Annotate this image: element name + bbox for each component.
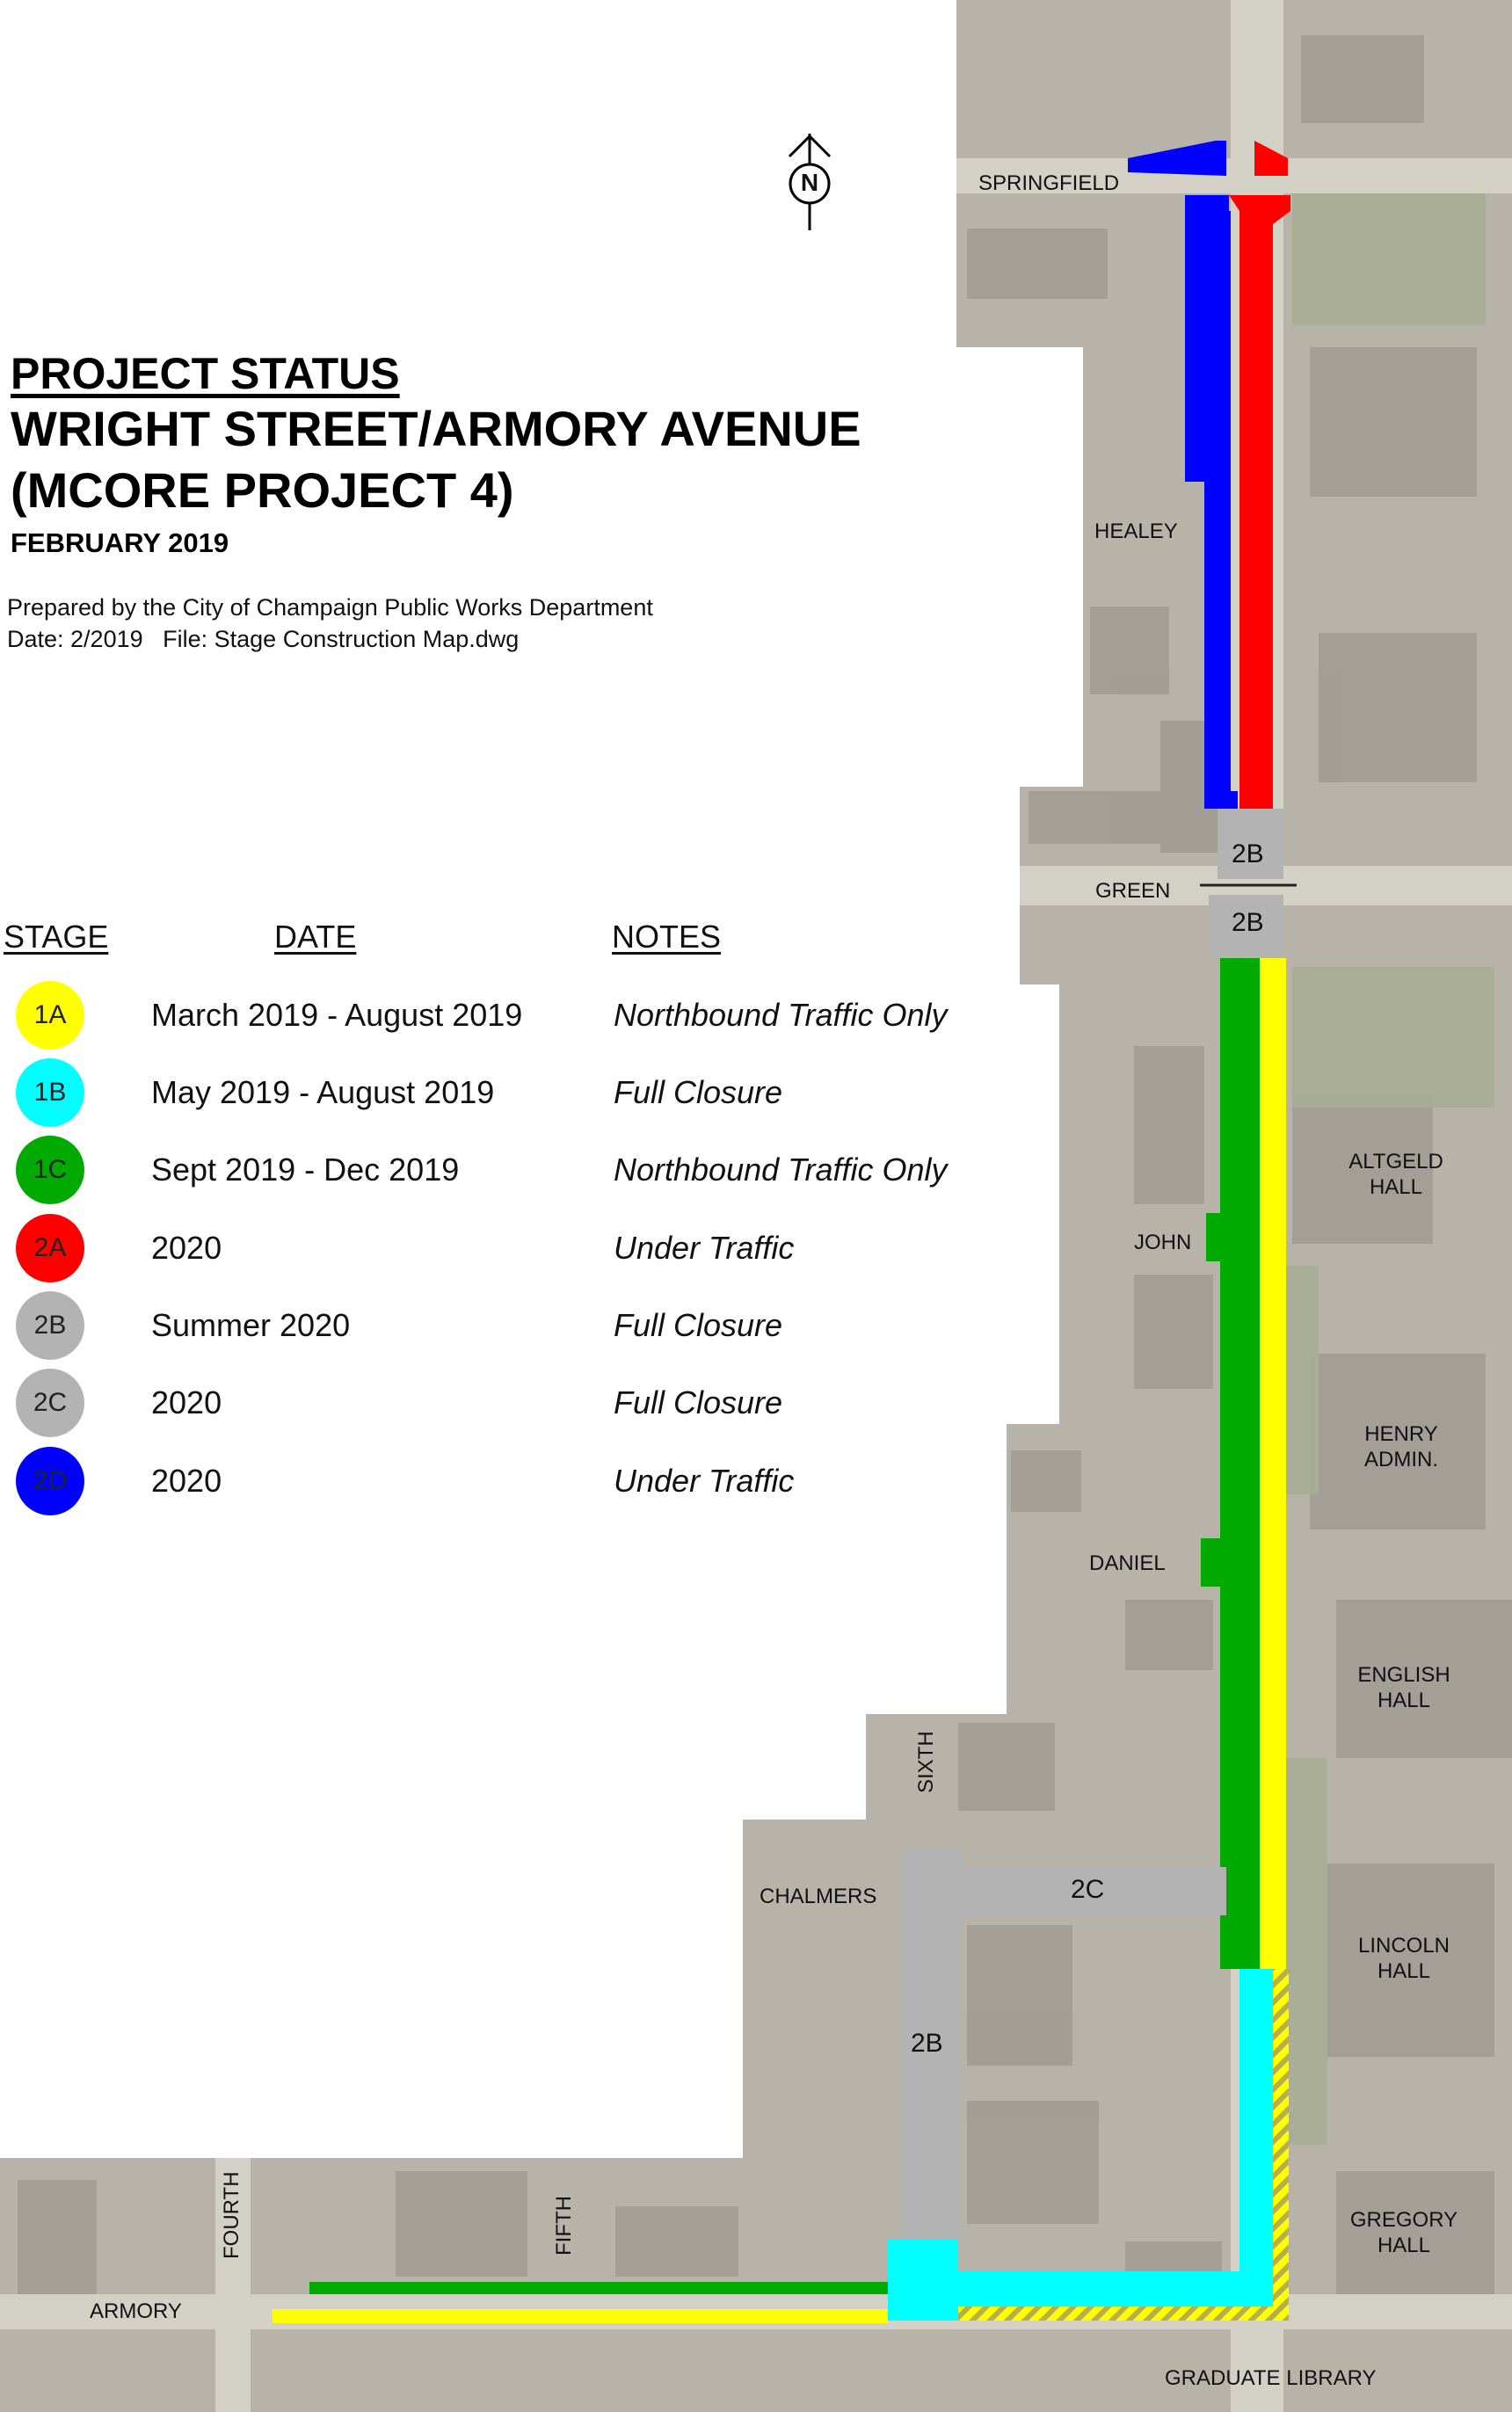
stage-note: Full Closure xyxy=(614,1074,783,1110)
stage-date: 2020 xyxy=(151,1463,222,1499)
legend-header-date: DATE xyxy=(274,919,357,955)
stage-date: 2020 xyxy=(151,1230,222,1266)
legend-row xyxy=(0,1058,1011,1129)
stage-swatch: 2C xyxy=(16,1369,84,1437)
street-label-springfield: SPRINGFIELD xyxy=(978,171,1120,195)
project-title-line1: WRIGHT STREET/ARMORY AVENUE xyxy=(11,401,861,456)
building-label-line: ADMIN. xyxy=(1364,1447,1438,1471)
stage-swatch: 1B xyxy=(16,1058,84,1127)
stage-tag-2b-sixth: 2B xyxy=(911,2029,943,2058)
stage-tag-2c-chalmers: 2C xyxy=(1071,1875,1105,1904)
stage-note: Full Closure xyxy=(614,1384,783,1420)
stage-date: Summer 2020 xyxy=(151,1307,351,1343)
building-label-english xyxy=(1348,1663,1459,1714)
legend-header-stage: STAGE xyxy=(4,919,109,955)
street-label-chalmers: CHALMERS xyxy=(760,1885,877,1908)
building-label-line: LINCOLN xyxy=(1357,1934,1450,1958)
street-label-healey: HEALEY xyxy=(1094,519,1178,543)
stage-date: March 2019 - August 2019 xyxy=(151,997,523,1033)
legend-row xyxy=(0,1369,1011,1439)
file-info-text: Date: 2/2019 File: Stage Construction Map.dwg xyxy=(7,626,520,652)
stage-swatch: 2A xyxy=(16,1214,84,1282)
building-label-line: HALL xyxy=(1369,1174,1423,1199)
north-arrow-label: N xyxy=(800,169,819,196)
stage-tag-2b-green-south: 2B xyxy=(1232,908,1264,937)
project-title-line2: (MCORE PROJECT 4) xyxy=(11,462,514,518)
street-label-fourth: FOURTH xyxy=(220,2171,244,2259)
street-label-sixth: SIXTH xyxy=(914,1731,938,1793)
building-label-altgeld xyxy=(1343,1150,1449,1201)
stage-note: Northbound Traffic Only xyxy=(614,997,948,1033)
stage-note: Under Traffic xyxy=(614,1463,795,1499)
street-label-armory: ARMORY xyxy=(90,2299,182,2323)
stage-note: Northbound Traffic Only xyxy=(614,1152,948,1188)
legend-row xyxy=(0,1447,1011,1517)
building-label-line: ALTGELD xyxy=(1348,1150,1443,1173)
building-label-line: GREGORY xyxy=(1349,2208,1458,2232)
legend-row xyxy=(0,1214,1011,1284)
project-status-heading: PROJECT STATUS xyxy=(11,349,400,398)
building-label-lincoln xyxy=(1348,1934,1459,1985)
legend-row xyxy=(0,1136,1011,1206)
stage-date: 2020 xyxy=(151,1384,222,1420)
building-label-henry xyxy=(1348,1422,1454,1473)
stage-tag-2b-green-north: 2B xyxy=(1232,839,1264,868)
project-date: FEBRUARY 2019 xyxy=(11,527,229,558)
building-label-line: HALL xyxy=(1377,2233,1431,2257)
building-label-gregory xyxy=(1345,2208,1463,2259)
stage-date: Sept 2019 - Dec 2019 xyxy=(151,1152,460,1188)
stage-swatch: 2D xyxy=(16,1447,84,1515)
stage-swatch: 1A xyxy=(16,981,84,1050)
legend-row xyxy=(0,981,1011,1051)
stage-note: Under Traffic xyxy=(614,1230,795,1266)
street-label-green: GREEN xyxy=(1095,879,1171,903)
street-label-john: JOHN xyxy=(1134,1231,1192,1254)
stage-date: May 2019 - August 2019 xyxy=(151,1074,495,1110)
stage-swatch: 1C xyxy=(16,1136,84,1204)
legend-header-notes: NOTES xyxy=(612,919,722,955)
street-label-daniel: DANIEL xyxy=(1089,1551,1166,1575)
building-label-graduate-library: GRADUATE LIBRARY xyxy=(1165,2366,1377,2390)
building-label-line: HENRY xyxy=(1364,1422,1438,1446)
building-label-line: HALL xyxy=(1377,1958,1431,1983)
building-label-line: ENGLISH xyxy=(1357,1663,1450,1687)
stage-swatch: 2B xyxy=(16,1291,84,1360)
prepared-by-text: Prepared by the City of Champaign Public Works Department xyxy=(7,594,653,621)
street-label-fifth: FIFTH xyxy=(552,2196,576,2256)
legend-row xyxy=(0,1291,1011,1362)
building-label-line: HALL xyxy=(1377,1688,1431,1712)
stage-note: Full Closure xyxy=(614,1307,783,1343)
